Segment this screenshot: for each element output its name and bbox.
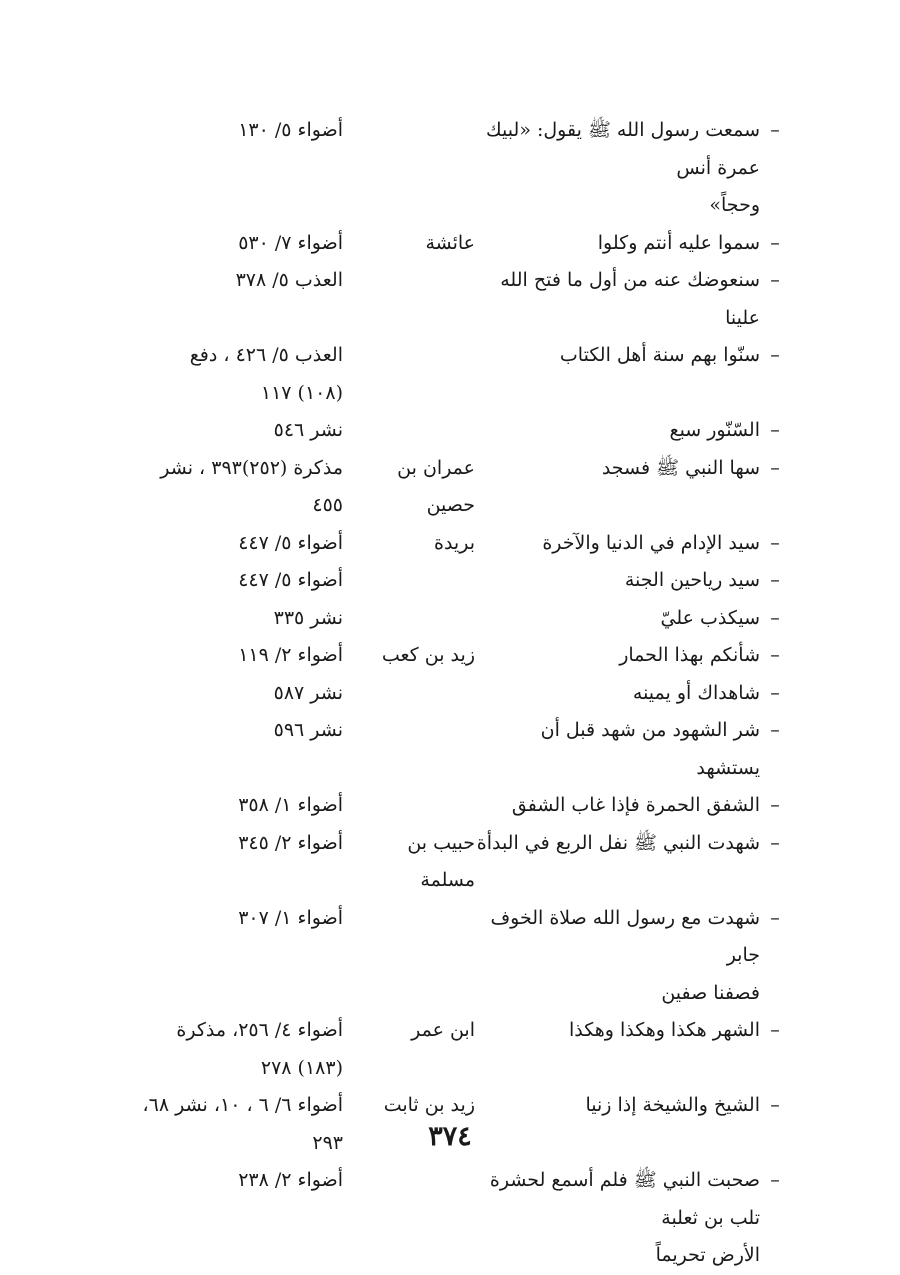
source-reference: نشر ٥٩٦ [273, 719, 343, 741]
narrator-name [355, 337, 475, 412]
hadith-text: سنعوضك عنه من أول ما فتح الله علينا [500, 269, 760, 329]
page-number: ٣٧٤ [428, 1121, 472, 1152]
index-entry [100, 262, 790, 337]
source-reference: أضواء ١/ ٣٥٨ [238, 794, 343, 816]
index-entry [100, 900, 790, 1013]
source-reference: أضواء ٢/ ٢٣٨ [238, 1169, 343, 1191]
index-entry [100, 225, 790, 263]
narrator-name: حبيب بن مسلمة [407, 831, 475, 891]
source-reference: العذب ٥/ ٣٧٨ [235, 269, 343, 291]
entry-dash: – [770, 719, 780, 741]
source-reference: أضواء ٤/ ٢٥٦، مذكرة (١٨٣) ٢٧٨ [176, 1019, 343, 1079]
entry-dash: – [770, 1169, 780, 1191]
hadith-text: شر الشهود من شهد قبل أن يستشهد [540, 719, 760, 779]
index-entry [100, 825, 790, 900]
entry-dash: – [770, 606, 780, 629]
entry-dash: – [770, 456, 780, 479]
hadith-text: الشيخ والشيخة إذا زنيا [585, 1094, 760, 1116]
index-entry [100, 1162, 790, 1275]
entry-dash: – [770, 531, 780, 554]
source-reference: أضواء ٥/ ١٣٠ [238, 119, 343, 141]
index-entry [100, 1012, 790, 1087]
narrator-name [355, 1162, 475, 1275]
hadith-text: الشهر هكذا وهكذا وهكذا [568, 1019, 760, 1041]
hadith-index-list [100, 112, 790, 1275]
narrator-name: عمران بن حصين [397, 456, 475, 516]
entry-dash: – [770, 119, 780, 141]
entry-dash: – [770, 794, 780, 816]
entry-dash: – [770, 644, 780, 666]
narrator-name [355, 675, 475, 713]
hadith-text: شاهداك أو يمينه [632, 681, 760, 704]
source-reference: أضواء ٥/ ٤٤٧ [238, 569, 343, 591]
index-entry [100, 712, 790, 787]
index-entry [100, 525, 790, 563]
source-reference: نشر ٥٨٧ [273, 681, 343, 704]
narrator-name [355, 712, 475, 787]
hadith-text: السّنّور سبع [669, 419, 760, 441]
hadith-text: سيد رياحين الجنة [624, 569, 760, 591]
narrator-name: عائشة [425, 231, 475, 254]
index-entry [100, 675, 790, 713]
source-reference: أضواء ١/ ٣٠٧ [238, 906, 343, 929]
entry-dash: – [770, 681, 780, 704]
source-reference: أضواء ٢/ ١١٩ [238, 644, 343, 666]
index-entry [100, 450, 790, 525]
source-reference: العذب ٥/ ٤٢٦ ، دفع (١٠٨) ١١٧ [189, 344, 343, 404]
narrator-name: بريدة [434, 531, 475, 554]
narrator-name: زيد بن ثابت [383, 1094, 475, 1116]
narrator-name [355, 600, 475, 638]
narrator-name [355, 562, 475, 600]
hadith-text: شهدت النبي ﷺ نفل الربع في البدأة [476, 831, 760, 854]
source-reference: مذكرة (٢٥٢)٣٩٣ ، نشر ٤٥٥ [160, 456, 343, 516]
narrator-name [355, 412, 475, 450]
narrator-name [355, 900, 475, 1013]
source-reference: نشر ٣٣٥ [273, 606, 343, 629]
hadith-text: سيد الإدام في الدنيا والآخرة [542, 531, 760, 554]
source-reference: أضواء ٦/ ٦ ، ١٠، نشر ٦٨، ٢٩٣ [142, 1094, 343, 1154]
index-entry [100, 600, 790, 638]
entry-dash: – [770, 269, 780, 291]
source-reference: نشر ٥٤٦ [273, 419, 343, 441]
narrator-name: زيد بن كعب [381, 644, 475, 666]
source-reference: أضواء ٥/ ٤٤٧ [238, 531, 343, 554]
hadith-text: سها النبي ﷺ فسجد [601, 456, 760, 479]
hadith-text: شأنكم بهذا الحمار [619, 644, 760, 666]
narrator-name: ابن عمر [411, 1019, 475, 1041]
entry-dash: – [770, 831, 780, 854]
hadith-text: سيكذب عليّ [660, 606, 760, 629]
hadith-text: سمعت رسول الله ﷺ يقول: «لبيك عمرة أنس وحجاً» [486, 119, 760, 216]
entry-dash: – [770, 419, 780, 441]
source-reference: أضواء ٢/ ٣٤٥ [238, 831, 343, 854]
hadith-text: سموا عليه أنتم وكلوا [597, 231, 760, 254]
hadith-text: سنّوا بهم سنة أهل الكتاب [559, 344, 760, 366]
hadith-text: صحبت النبي ﷺ فلم أسمع لحشرة تلب بن ثعلبة الأرض تحريماً [489, 1169, 760, 1266]
entry-dash: – [770, 231, 780, 254]
narrator-name [355, 787, 475, 825]
index-entry [100, 637, 790, 675]
index-entry [100, 337, 790, 412]
index-entry [100, 112, 790, 225]
entry-dash: – [770, 569, 780, 591]
entry-dash: – [770, 906, 780, 929]
hadith-text: الشفق الحمرة فإذا غاب الشفق [511, 794, 760, 816]
index-entry [100, 562, 790, 600]
entry-dash: – [770, 1019, 780, 1041]
entry-dash: – [770, 344, 780, 366]
entry-dash: – [770, 1094, 780, 1116]
source-reference: أضواء ٧/ ٥٣٠ [238, 231, 343, 254]
narrator-name [355, 262, 475, 337]
hadith-text: شهدت مع رسول الله صلاة الخوف جابر فصفنا صفين [490, 906, 760, 1004]
index-entry [100, 412, 790, 450]
index-entry [100, 787, 790, 825]
narrator-name [355, 112, 475, 225]
